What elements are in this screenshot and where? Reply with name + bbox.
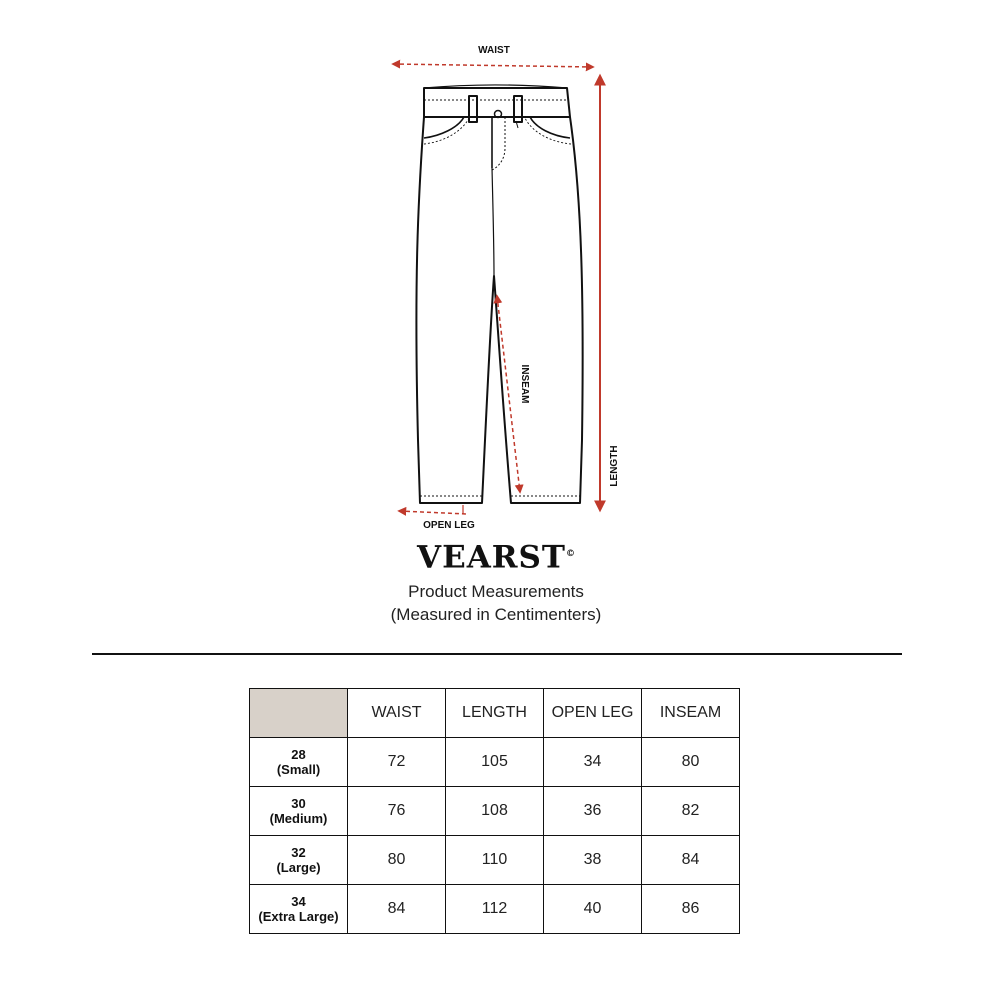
- value-cell: 36: [544, 787, 642, 836]
- inseam-label: INSEAM: [519, 364, 530, 404]
- corner-cell: [250, 689, 348, 738]
- brand-name: VEARST: [417, 539, 566, 576]
- copyright-mark: ©: [565, 549, 575, 559]
- size-cell: [250, 787, 348, 836]
- open-leg-arrow: [399, 511, 467, 514]
- waistband: [424, 88, 570, 117]
- pants-outline: [416, 85, 582, 503]
- table-row: [250, 787, 740, 836]
- pants-body: [416, 117, 582, 503]
- column-header-inseam: INSEAM: [642, 689, 740, 738]
- open-leg-label: OPEN LEG: [423, 520, 475, 531]
- size-label: (Medium): [269, 811, 328, 826]
- divider: [92, 653, 902, 655]
- value-cell: 108: [446, 787, 544, 836]
- value-cell: 40: [544, 885, 642, 934]
- length-label: LENGTH: [609, 445, 620, 487]
- waist-label: WAIST: [478, 45, 510, 56]
- table-row: [250, 738, 740, 787]
- size-number: 28: [291, 747, 306, 762]
- size-cell: [250, 836, 348, 885]
- column-header-open-leg: OPEN LEG: [544, 689, 642, 738]
- size-cell: [250, 738, 348, 787]
- subtitle-line1: Product Measurements: [408, 582, 584, 601]
- value-cell: 82: [642, 787, 740, 836]
- right-pocket: [530, 117, 570, 138]
- value-cell: 112: [446, 885, 544, 934]
- table-row: [250, 885, 740, 934]
- value-cell: 72: [348, 738, 446, 787]
- value-cell: 105: [446, 738, 544, 787]
- waist-arrow: [393, 64, 593, 67]
- value-cell: 110: [446, 836, 544, 885]
- value-cell: 76: [348, 787, 446, 836]
- value-cell: 84: [642, 836, 740, 885]
- value-cell: 80: [348, 836, 446, 885]
- column-header-length: LENGTH: [446, 689, 544, 738]
- value-cell: 80: [642, 738, 740, 787]
- size-number: 34: [291, 894, 306, 909]
- value-cell: 86: [642, 885, 740, 934]
- table-row: [250, 836, 740, 885]
- size-table: [249, 688, 740, 934]
- brand-logo: [396, 534, 596, 577]
- subtitle-line2: (Measured in Centimenters): [390, 605, 602, 624]
- size-label: (Small): [276, 762, 321, 777]
- column-header-waist: WAIST: [348, 689, 446, 738]
- size-label: (Extra Large): [258, 909, 339, 924]
- size-label: (Large): [276, 860, 321, 875]
- left-pocket: [424, 117, 464, 138]
- size-number: 30: [291, 796, 306, 811]
- value-cell: 34: [544, 738, 642, 787]
- size-number: 32: [291, 845, 306, 860]
- value-cell: 84: [348, 885, 446, 934]
- measurement-arrows: [393, 64, 600, 514]
- header-row: [250, 689, 740, 738]
- value-cell: 38: [544, 836, 642, 885]
- size-cell: [250, 885, 348, 934]
